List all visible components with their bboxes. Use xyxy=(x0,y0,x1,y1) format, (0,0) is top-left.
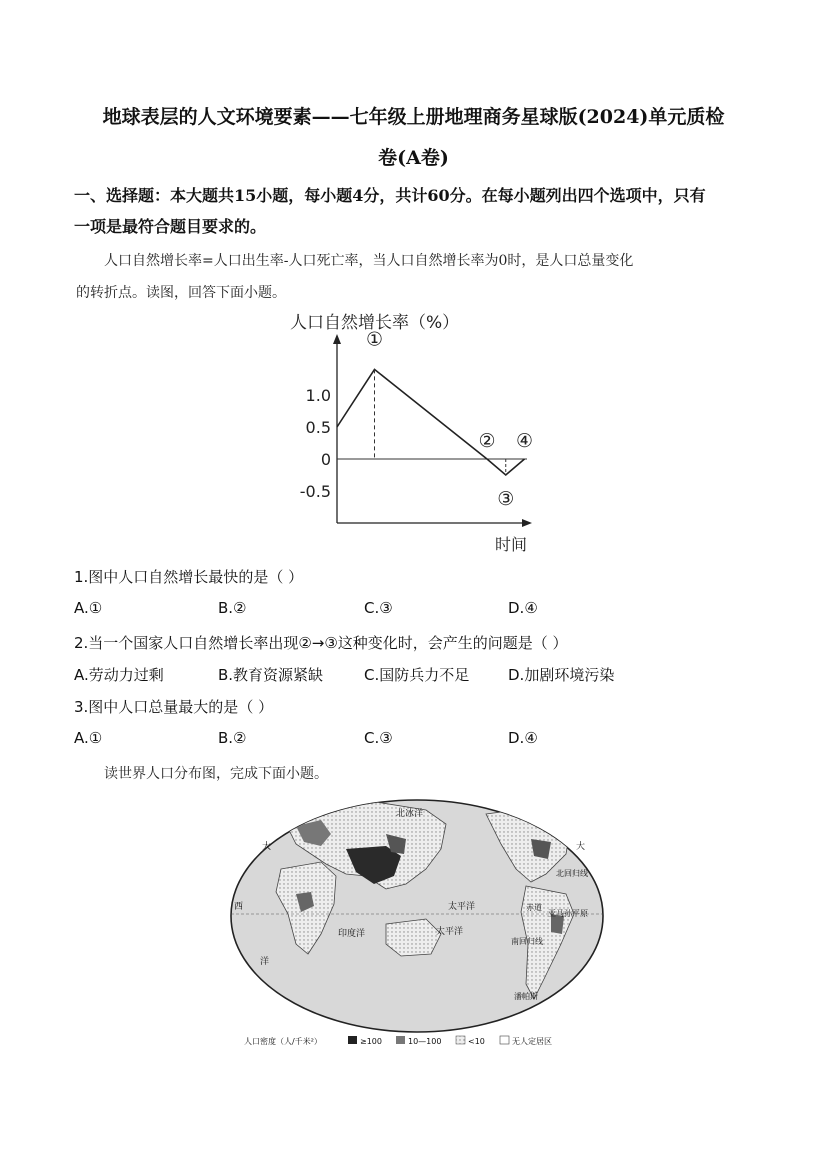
question-2-option-c[interactable]: C.国防兵力不足 xyxy=(364,666,470,684)
page-title-line1: 地球表层的人文环境要素——七年级上册地理商务星球版(2024)单元质检 xyxy=(102,106,725,128)
map-label-pacific-north: 太平洋 xyxy=(448,902,476,912)
point-label: ③ xyxy=(497,488,515,510)
legend-label-medium: 10—100 xyxy=(408,1037,442,1046)
legend-swatch-medium xyxy=(396,1036,405,1044)
map-intro-text: 读世界人口分布图，完成下面小题。 xyxy=(104,766,328,782)
legend-label-high: ≥100 xyxy=(360,1037,382,1046)
question-3-option-b[interactable]: B.② xyxy=(218,729,247,747)
map-label-pampas: 潘帕斯 xyxy=(514,992,538,1001)
question-3-option-a[interactable]: A.① xyxy=(74,729,103,747)
map-label-tropic-cancer: 北回归线 xyxy=(556,869,588,878)
point-label: ① xyxy=(365,328,384,351)
y-tick-label: 1.0 xyxy=(305,386,331,405)
map-label-indian: 印度洋 xyxy=(338,929,366,939)
growth-rate-chart xyxy=(285,308,550,558)
question-2-stem: 2.当一个国家人口自然增长率出现②→③这种变化时，会产生的问题是（ ） xyxy=(74,634,568,652)
y-axis-arrow xyxy=(333,334,341,344)
legend-label-low: <10 xyxy=(468,1037,485,1046)
world-population-map xyxy=(226,794,608,1056)
legend-swatch-uninhabited xyxy=(500,1036,509,1044)
question-3-option-c[interactable]: C.③ xyxy=(364,729,393,747)
map-label-atlantic-left-2: 西 xyxy=(234,902,244,912)
y-tick-label: -0.5 xyxy=(299,482,331,501)
map-label-atlantic-left-1: 大 xyxy=(262,842,272,852)
map-label-pacific-south: 太平洋 xyxy=(436,927,464,937)
legend-swatch-high xyxy=(348,1036,357,1044)
x-axis-arrow xyxy=(522,519,532,527)
point-label: ④ xyxy=(515,430,534,452)
question-1-option-a[interactable]: A.① xyxy=(74,599,103,617)
map-label-amazon: 亚马孙平原 xyxy=(548,909,588,918)
map-label-equator: 赤道 xyxy=(526,903,542,912)
question-1-option-b[interactable]: B.② xyxy=(218,599,247,617)
map-label-atlantic-right: 大 xyxy=(576,842,586,852)
question-1-option-d[interactable]: D.④ xyxy=(508,599,538,617)
legend-label-uninhabited: 无人定居区 xyxy=(512,1037,552,1046)
x-axis-label: 时间 xyxy=(495,535,528,554)
intro-text-line1: 人口自然增长率=人口出生率-人口死亡率，当人口自然增长率为0时，是人口总量变化 xyxy=(104,253,634,269)
map-label-atlantic-left-3: 洋 xyxy=(260,957,270,967)
question-3-stem: 3.图中人口总量最大的是（ ） xyxy=(74,698,274,716)
north-america-dense-area xyxy=(531,839,551,859)
y-tick-label: 0 xyxy=(320,450,331,469)
y-tick-label: 0.5 xyxy=(305,418,331,437)
legend-swatch-low xyxy=(456,1036,465,1044)
question-2-option-d[interactable]: D.加剧环境污染 xyxy=(508,666,615,684)
question-1-option-c[interactable]: C.③ xyxy=(364,599,393,617)
intro-text-line2: 的转折点。读图，回答下面小题。 xyxy=(76,285,286,301)
map-legend-title: 人口密度（人/千米²） xyxy=(244,1037,322,1046)
question-1-stem: 1.图中人口自然增长最快的是（ ） xyxy=(74,568,304,586)
map-label-tropic-capricorn: 南回归线 xyxy=(511,937,543,946)
question-2-option-b[interactable]: B.教育资源紧缺 xyxy=(218,666,324,684)
page-title-line2: 卷(A卷) xyxy=(378,147,449,169)
question-2-option-a[interactable]: A.劳动力过剩 xyxy=(74,666,164,684)
map-label-arctic: 北冰洋 xyxy=(396,809,424,819)
section-instructions-line1: 一、选择题：本大题共15小题，每小题4分，共计60分。在每小题列出四个选项中，只有 xyxy=(74,186,706,205)
question-3-option-d[interactable]: D.④ xyxy=(508,729,538,747)
point-label: ② xyxy=(478,430,496,452)
chart-title: 人口自然增长率（%） xyxy=(290,313,460,333)
section-instructions-line2: 一项是最符合题目要求的。 xyxy=(74,217,267,236)
